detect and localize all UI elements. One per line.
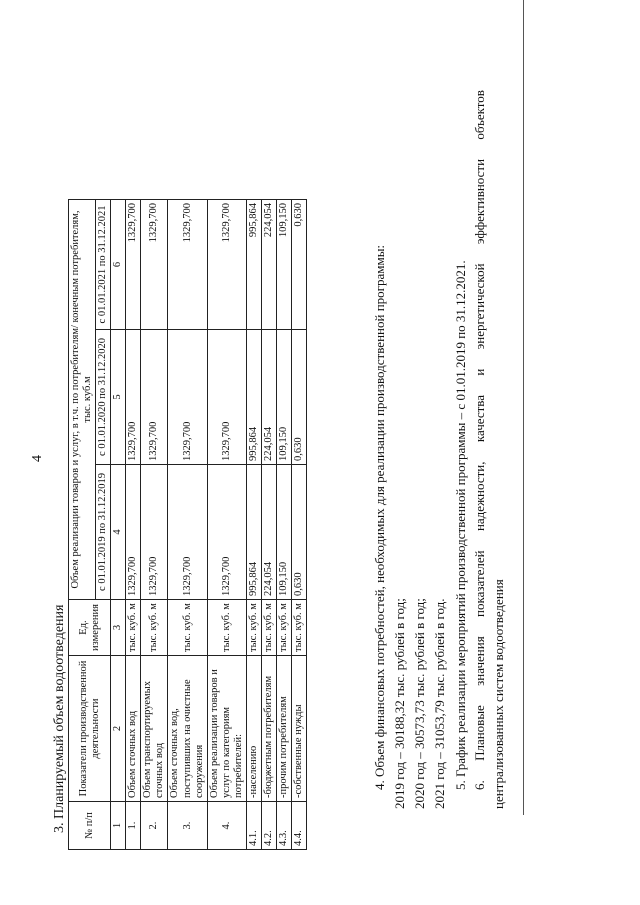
row-num: 4.3. xyxy=(276,802,291,850)
section6-word: качества xyxy=(472,394,487,443)
row-value-2021: 1329,700 xyxy=(168,200,207,330)
row-num: 3. xyxy=(168,802,207,850)
row-value-2019: 1329,700 xyxy=(141,465,168,600)
row-name: -бюджетным потребителям xyxy=(261,656,276,802)
table-row xyxy=(276,200,291,850)
row-value-2021: 224,054 xyxy=(261,200,276,330)
row-unit: тыс. куб. м xyxy=(126,600,141,656)
section6-word: объектов xyxy=(472,90,487,140)
row-value-2020: 1329,700 xyxy=(207,330,246,465)
header-unit: Ед. измерения xyxy=(69,600,111,656)
row-name: Объем транспортируемых сточных вод xyxy=(141,656,168,802)
header-num: № п/п xyxy=(69,802,111,850)
table-row xyxy=(141,200,168,850)
financing-2019: 2019 год – 30188,32 тыс. рублей в год; xyxy=(392,598,407,809)
section-title: 3. Планируемый объем водоотведения xyxy=(52,604,67,833)
row-value-2019: 995,864 xyxy=(246,465,261,600)
section6-word: значения xyxy=(472,636,487,686)
bottom-divider xyxy=(523,0,524,815)
row-num: 1. xyxy=(126,802,141,850)
row-value-2019: 0,630 xyxy=(292,465,307,600)
row-value-2019: 1329,700 xyxy=(126,465,141,600)
row-name: -населению xyxy=(246,656,261,802)
table-row xyxy=(292,200,307,850)
index-cell: 5 xyxy=(111,330,126,465)
row-value-2021: 109,150 xyxy=(276,200,291,330)
index-cell: 4 xyxy=(111,465,126,600)
row-value-2019: 224,054 xyxy=(261,465,276,600)
header-group: Объем реализации товаров и услуг, в т.ч. по потребителям/ конечным потребителям, тыс. куб.м xyxy=(69,200,96,600)
table-row xyxy=(168,200,207,850)
header-period-2021: с 01.01.2021 по 31.12.2021 xyxy=(96,200,111,330)
row-name: Объем реализации товаров и услуг по категориям потребителей: xyxy=(207,656,246,802)
index-cell: 3 xyxy=(111,600,126,656)
section4-heading: 4. Объем финансовых потребностей, необходимых для реализации производственной программы: xyxy=(372,244,387,790)
section6-word: Плановые xyxy=(472,705,487,761)
index-cell: 6 xyxy=(111,200,126,330)
table-header-row xyxy=(69,200,96,850)
page-number: 4 xyxy=(30,455,45,462)
row-name: Объем сточных вод xyxy=(126,656,141,802)
row-value-2021: 1329,700 xyxy=(126,200,141,330)
row-value-2019: 1329,700 xyxy=(168,465,207,600)
row-unit: тыс. куб. м xyxy=(141,600,168,656)
row-name: -прочим потребителям xyxy=(276,656,291,802)
row-num: 4. xyxy=(207,802,246,850)
index-cell: 1 xyxy=(111,802,126,850)
row-unit: тыс. куб. м xyxy=(168,600,207,656)
financing-2020: 2020 год – 30573,73 тыс. рублей в год; xyxy=(412,598,427,809)
row-value-2021: 995,864 xyxy=(246,200,261,330)
table-row xyxy=(261,200,276,850)
index-cell: 2 xyxy=(111,656,126,802)
row-name: -собственные нужды xyxy=(292,656,307,802)
row-value-2020: 1329,700 xyxy=(168,330,207,465)
row-value-2020: 1329,700 xyxy=(141,330,168,465)
row-unit: тыс. куб. м xyxy=(261,600,276,656)
row-num: 2. xyxy=(141,802,168,850)
row-unit: тыс. куб. м xyxy=(292,600,307,656)
row-value-2019: 1329,700 xyxy=(207,465,246,600)
row-value-2021: 1329,700 xyxy=(207,200,246,330)
row-value-2020: 0,630 xyxy=(292,330,307,465)
section6-word: и xyxy=(472,368,487,376)
header-indicator: Показатели производственной деятельности xyxy=(69,656,111,802)
section6-word: надежности, xyxy=(472,461,487,532)
row-unit: тыс. куб. м xyxy=(207,600,246,656)
row-name: Объем сточных вод, поступивших на очистные сооружения xyxy=(168,656,207,802)
row-value-2021: 0,630 xyxy=(292,200,307,330)
water-disposal-table xyxy=(68,199,307,850)
section6-line2: централизованных систем водоотведения xyxy=(491,579,506,809)
section6-word: энергетической xyxy=(472,263,487,350)
table-row xyxy=(207,200,246,850)
section6-word: 6. xyxy=(472,780,487,790)
table-row xyxy=(126,200,141,850)
financing-2021: 2021 год – 31053,79 тыс. рублей в год. xyxy=(432,598,447,809)
row-value-2021: 1329,700 xyxy=(141,200,168,330)
row-value-2020: 995,864 xyxy=(246,330,261,465)
row-unit: тыс. куб. м xyxy=(276,600,291,656)
row-value-2019: 109,150 xyxy=(276,465,291,600)
section6-word: показателей xyxy=(472,550,487,617)
section5-text: 5. График реализации мероприятий производственной программы – с 01.01.2019 по 31.12.2021. xyxy=(453,260,468,790)
table-row xyxy=(246,200,261,850)
section6-line1 xyxy=(472,90,488,790)
header-period-2020: с 01.01.2020 по 31.12.2020 xyxy=(96,330,111,465)
row-value-2020: 1329,700 xyxy=(126,330,141,465)
row-num: 4.4. xyxy=(292,802,307,850)
section6-word: эффективности xyxy=(472,158,487,245)
row-value-2020: 224,054 xyxy=(261,330,276,465)
row-num: 4.2. xyxy=(261,802,276,850)
row-value-2020: 109,150 xyxy=(276,330,291,465)
row-unit: тыс. куб. м xyxy=(246,600,261,656)
header-period-2019: с 01.01.2019 по 31.12.2019 xyxy=(96,465,111,600)
row-num: 4.1. xyxy=(246,802,261,850)
table-index-row xyxy=(111,200,126,850)
